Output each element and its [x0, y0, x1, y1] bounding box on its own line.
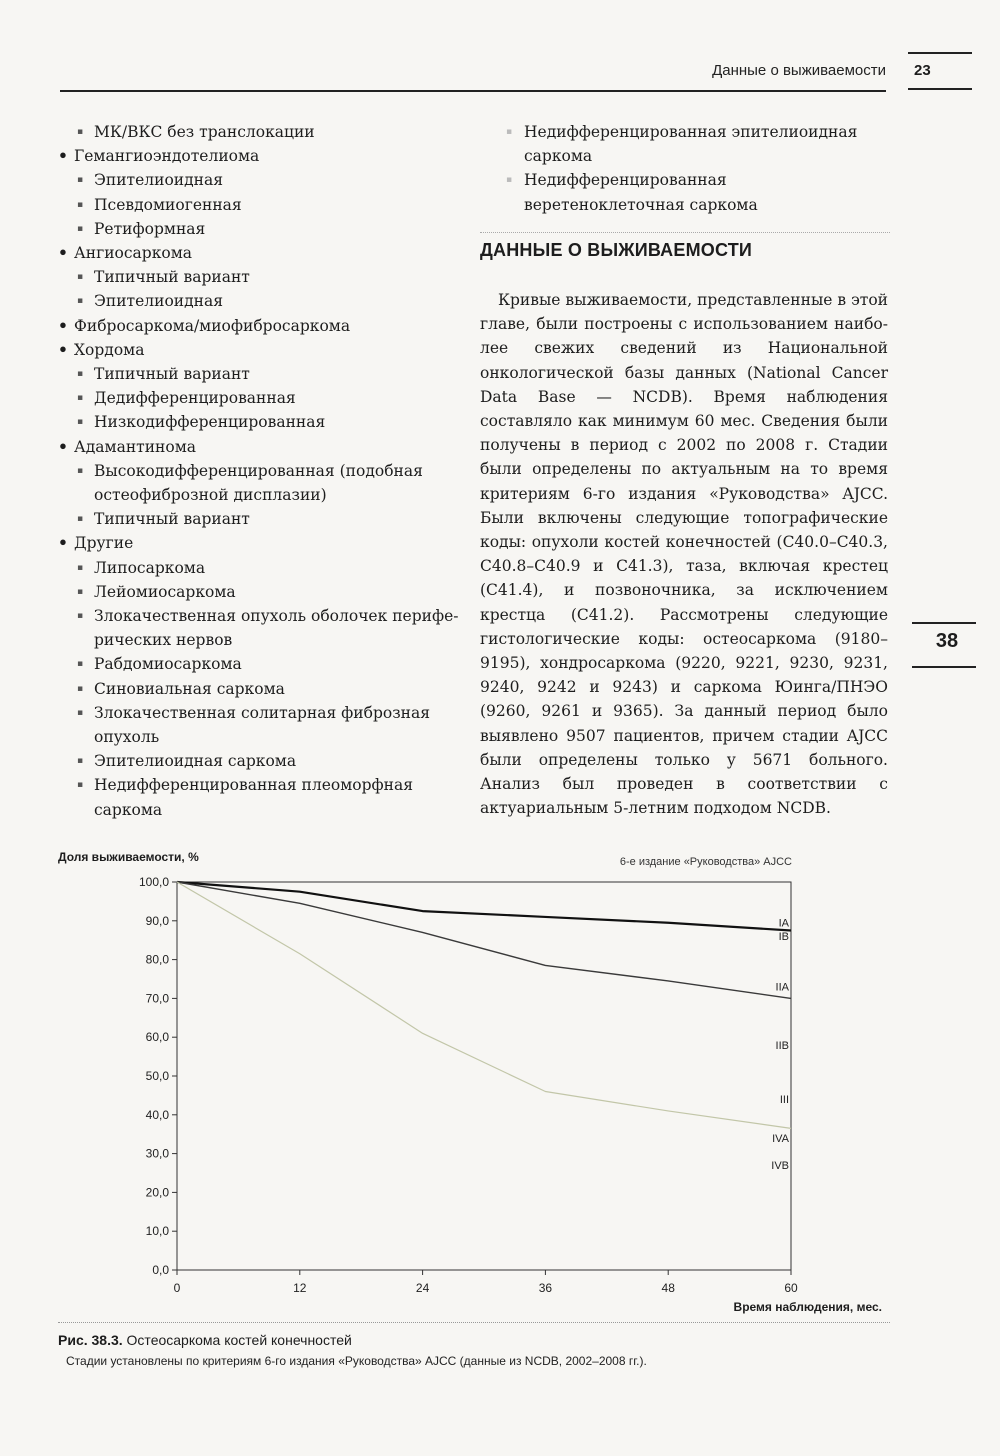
list-item: ▪ Липосаркома	[56, 556, 476, 580]
stage-label: IIB	[775, 1039, 789, 1052]
list-item: • Гемангиоэндотелиома	[56, 144, 476, 168]
y-tick-label: 10,0	[145, 1224, 169, 1239]
stage-label: IVA	[772, 1132, 789, 1145]
list-item: ▪ Ретиформная	[56, 217, 476, 241]
list-item: ▪ Эпителиоидная	[56, 168, 476, 192]
stage-label: III	[779, 1094, 789, 1107]
list-item: ▪ Эпителиоидная саркома	[56, 749, 476, 773]
list-item: ▪ Типичный вариант	[56, 507, 476, 531]
y-tick-label: 80,0	[145, 952, 169, 967]
page-number-rule-bottom	[908, 88, 972, 90]
y-tick-label: 30,0	[145, 1146, 169, 1161]
list-item: ▪ Эпителиоидная	[56, 289, 476, 313]
chapter-tab: 38	[935, 630, 959, 652]
list-item: • Другие	[56, 531, 476, 555]
x-tick-label: 60	[784, 1281, 798, 1295]
list-item: ▪ Дедифференцированная	[56, 386, 476, 410]
running-header-title: Данные о выживаемости	[712, 62, 886, 79]
series-line-iia	[177, 882, 791, 998]
x-tick-label: 0	[173, 1281, 181, 1295]
list-item: ▪ Злокачественная солитарная фиброзная опухоль	[56, 701, 476, 749]
figure-caption-text: Стадии установлены по критериям 6-го издания «Руководства» AJCC (данные из NCDB, 2002–2008 гг.).	[66, 1354, 647, 1368]
list-item: ▪ Рабдомиосаркома	[56, 652, 476, 676]
figure-label: Рис. 38.3.	[58, 1332, 123, 1348]
list-item: ▪ Типичный вариант	[56, 265, 476, 289]
page-number-rule-top	[908, 52, 972, 54]
list-item: • Хордома	[56, 338, 476, 362]
list-item: ▪ Недифференцированная веретеноклеточная саркома	[480, 168, 888, 216]
list-item: ▪ Типичный вариант	[56, 362, 476, 386]
page-number: 23	[914, 62, 931, 79]
list-item: ▪ Высокодифференцированная (подобная остеофиброзной дисплазии)	[56, 459, 476, 507]
x-tick-label: 36	[538, 1281, 553, 1295]
y-tick-label: 0,0	[152, 1263, 169, 1277]
header-divider	[60, 90, 886, 92]
list-item: ▪ Недифференцированная плеоморфная саркома	[56, 773, 476, 821]
histology-list-continued	[480, 120, 888, 217]
list-item: • Адамантинома	[56, 435, 476, 459]
stage-label: IIA	[775, 981, 789, 994]
y-tick-label: 70,0	[145, 991, 169, 1006]
chart-title: 6-е издание «Руководства» AJCC	[619, 856, 792, 868]
y-tick-label: 20,0	[145, 1185, 169, 1200]
caption-divider	[58, 1322, 890, 1323]
section-body: Кривые выживаемости, представленные в этой главе, были построены с использованием наиболее свежих сведений из Национальной онкологической базы данных (National Cancer Data Base — NCDB). Время наблюдения составляло как минимум 60 мес. Сведения были получены в период с 2002 по 2008 г. Стадии были определены по актуальным на то время критериям 6-го издания «Руководства» AJCC. Были включены следующие топографические коды: опухоли костей конечностей (C40.0–C40.3, C40.8–C40.9 и C41.3), таза, включая крестец (C41.4), и позвоночника, за исключением крестца (C41.2). Рассмотрены следующие гистологические коды: остеосаркома (9180–9195), хондросаркома (9220, 9221, 9230, 9231, 9240, 9242 и 9243) и саркома Юинга/ПНЭО (9260, 9261 и 9365). За данный период было выявлено 9507 пациентов, причем стадии AJCC были определены только у 5671 больного. Анализ был проведен в соответствии с актуариальным 5-летним подходом NCDB.	[480, 291, 888, 818]
y-tick-label: 100,0	[138, 875, 169, 889]
list-item: ▪ Лейомиосаркома	[56, 580, 476, 604]
x-tick-label: 48	[661, 1281, 675, 1295]
x-tick-label: 12	[293, 1281, 307, 1295]
x-tick-label: 24	[415, 1281, 430, 1295]
list-item: • Ангиосаркома	[56, 241, 476, 265]
chart-y-axis-label: Доля выживаемости, %	[58, 850, 199, 864]
stage-label: IA	[778, 917, 789, 930]
stage-label: IVB	[771, 1160, 789, 1173]
y-tick-label: 40,0	[145, 1107, 169, 1122]
list-item: ▪ Синовиальная саркома	[56, 677, 476, 701]
chapter-tab-rule-top	[912, 622, 976, 624]
list-item: ▪ Низкодифференцированная	[56, 410, 476, 434]
list-item: • Фибросаркома/миофибросаркома	[56, 314, 476, 338]
list-item: ▪ Недифференцированная эпителиоидная саркома	[480, 120, 888, 168]
chapter-tab-rule-bottom	[912, 666, 976, 668]
histology-list	[56, 120, 476, 822]
y-tick-label: 50,0	[145, 1069, 169, 1083]
section-divider	[480, 232, 890, 233]
series-line-ia	[177, 882, 791, 931]
stage-label: IB	[778, 931, 789, 944]
survival-chart	[0, 860, 1000, 1300]
list-item: ▪ МК/ВКС без транслокации	[56, 120, 476, 144]
y-tick-label: 90,0	[145, 913, 169, 928]
list-item: ▪ Псевдомиогенная	[56, 193, 476, 217]
section-heading: ДАННЫЕ О ВЫЖИВАЕМОСТИ	[480, 240, 753, 260]
series-line-iii	[177, 882, 791, 1128]
chart-x-axis-label: Время наблюдения, мес.	[733, 1300, 882, 1314]
y-tick-label: 60,0	[145, 1030, 169, 1045]
list-item: ▪ Злокачественная опухоль оболочек периферических нервов	[56, 604, 476, 652]
figure-title: Остеосаркома костей конечностей	[126, 1332, 352, 1348]
plot-frame	[177, 882, 791, 1270]
figure-caption-title	[58, 1332, 352, 1348]
